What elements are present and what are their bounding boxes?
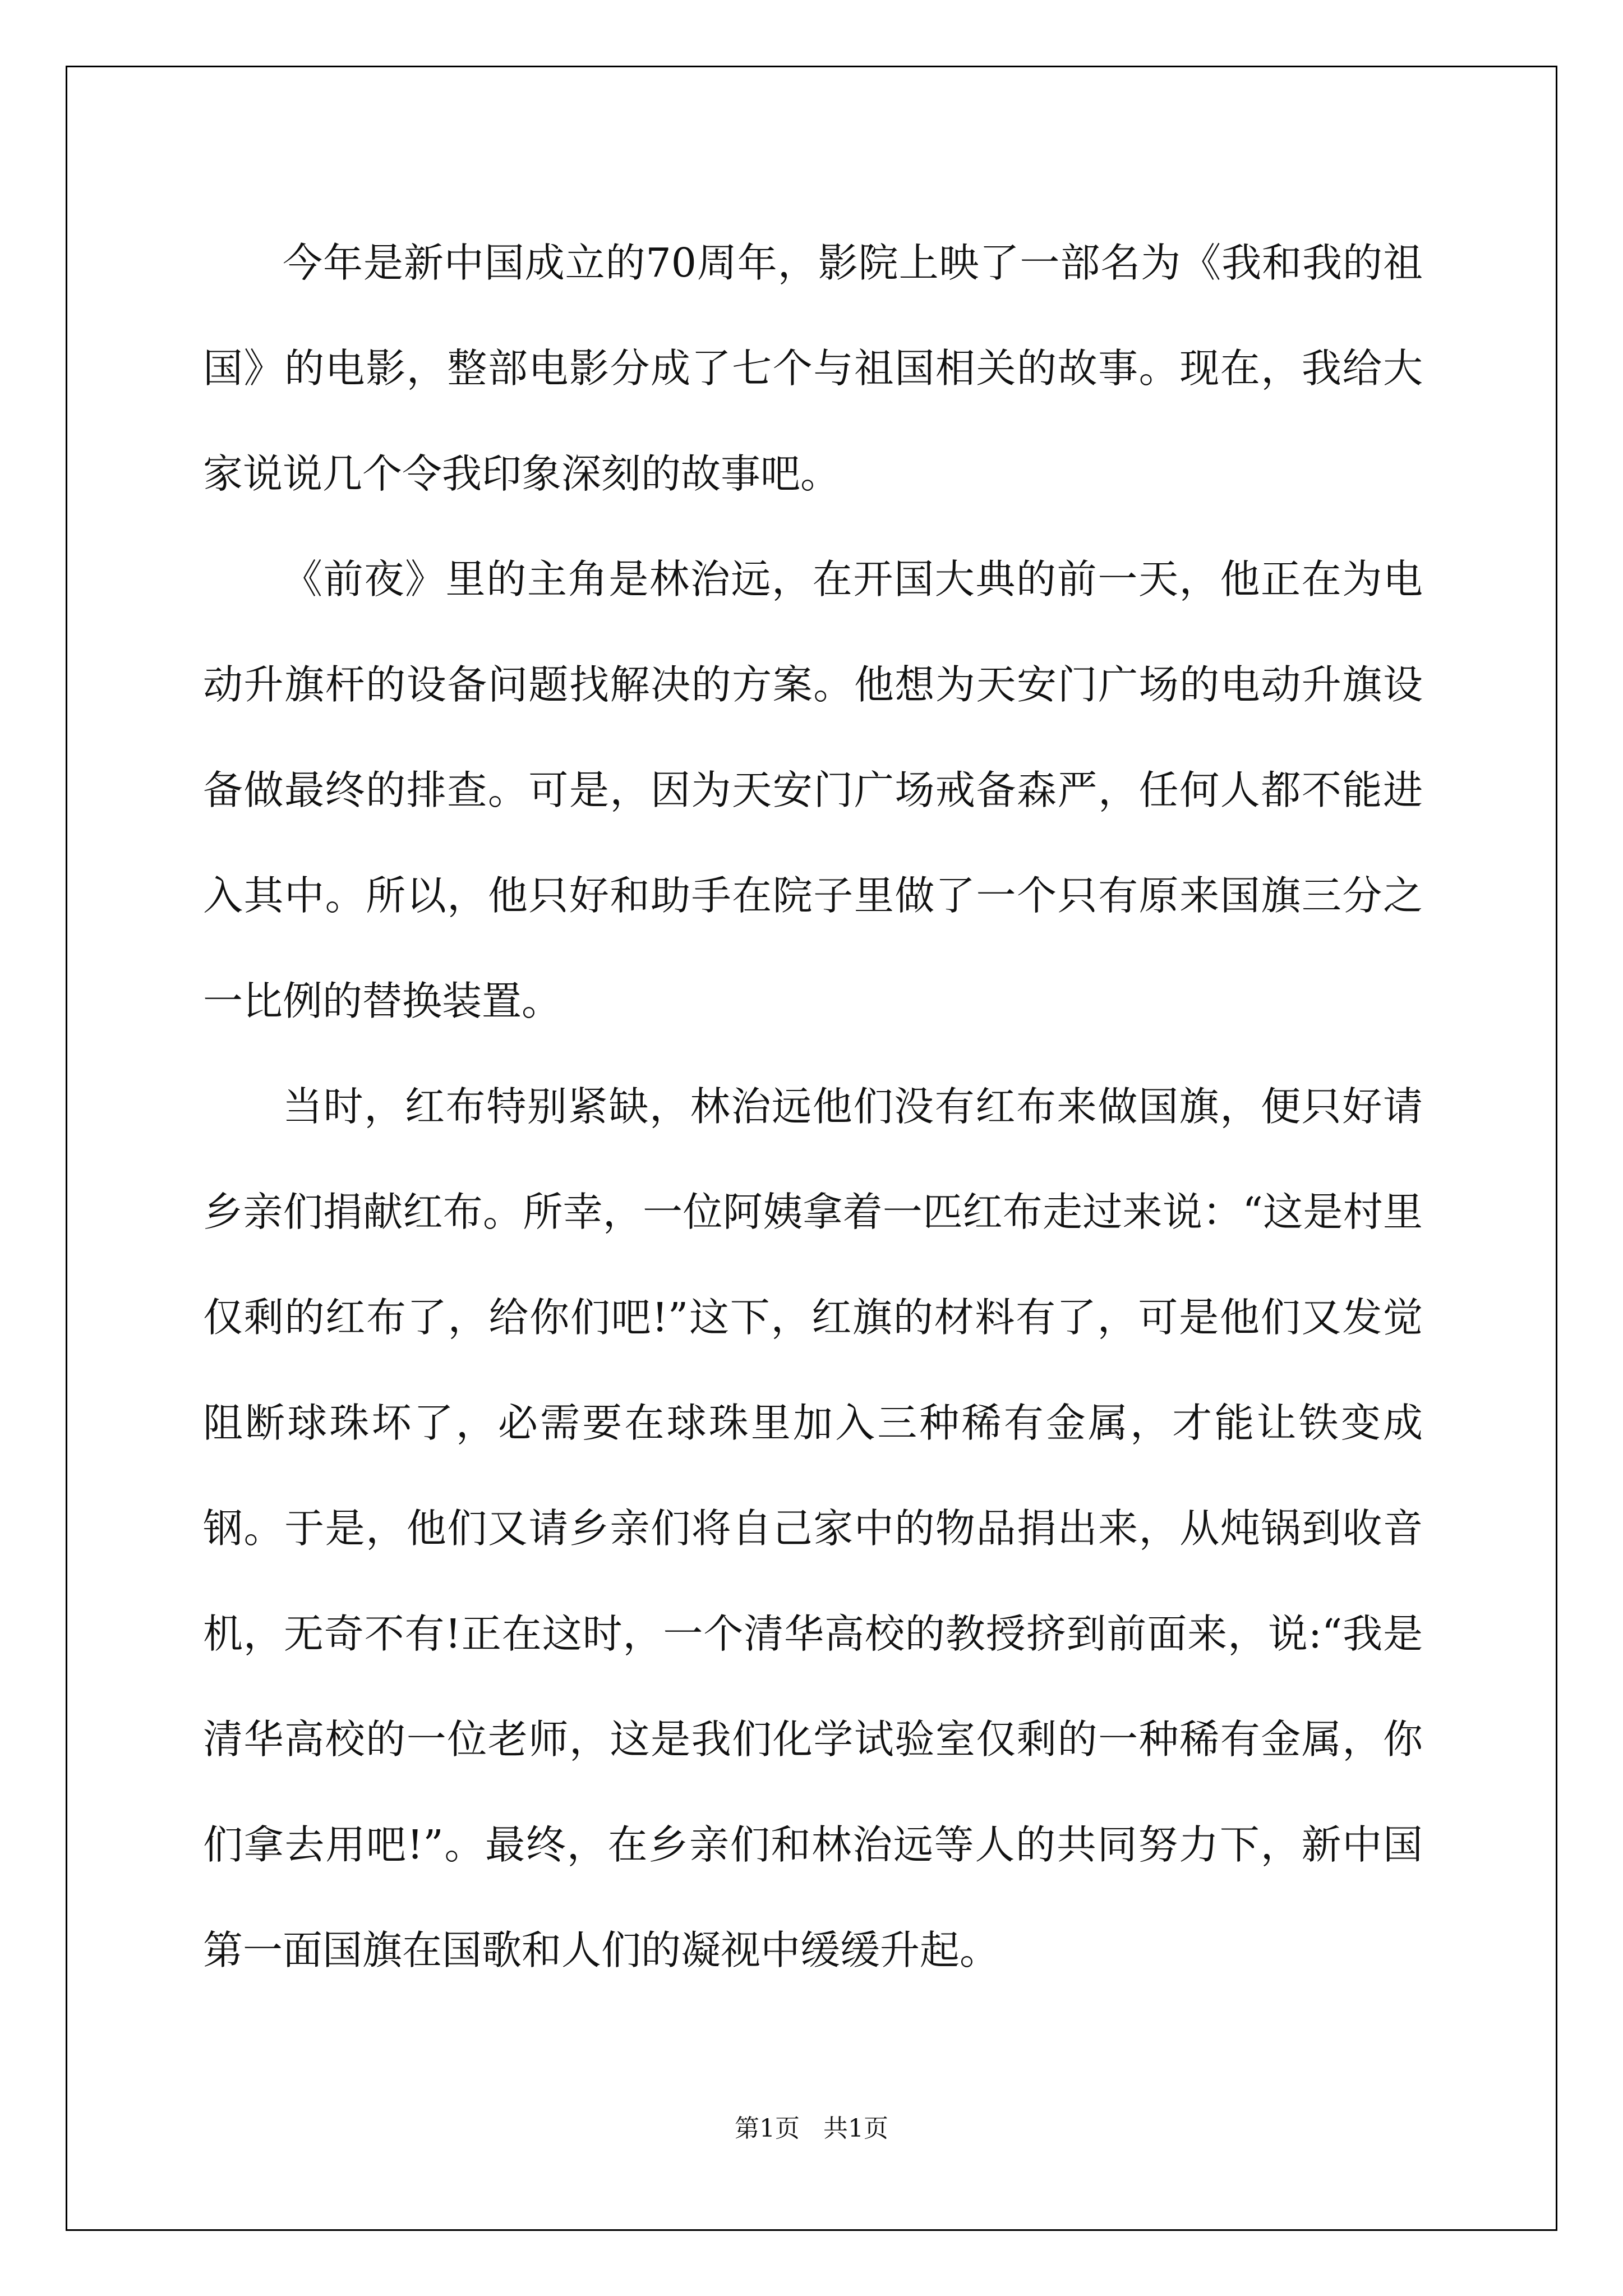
- document-body: [203, 210, 1423, 2003]
- paragraph-2: 《前夜》里的主角是林治远，在开国大典的前一天，他正在为电动升旗杆的设备问题找解决的方案。他想为天安门广场的电动升旗设备做最终的排查。可是，因为天安门广场戒备森严，任何人都不能进入其中。所以，他只好和助手在院子里做了一个只有原来国旗三分之一比例的替换装置。: [203, 556, 1423, 1024]
- paragraph-3: 当时，红布特别紧缺，林治远他们没有红布来做国旗，便只好请乡亲们捐献红布。所幸，一位阿姨拿着一匹红布走过来说：“这是村里仅剩的红布了，给你们吧!”这下，红旗的材料有了，可是他们又发觉阻断球珠坏了，必需要在球珠里加入三种稀有金属，才能让铁变成钢。于是，他们又请乡亲们将自己家中的物品捐出来，从炖锅到收音机，无奇不有!正在这时，一个清华高校的教授挤到前面来，说:“我是清华高校的一位老师，这是我们化学试验室仅剩的一种稀有金属，你们拿去用吧!”。最终，在乡亲们和林治远等人的共同努力下，新中国第一面国旗在国歌和人们的凝视中缓缓升起。: [203, 1083, 1423, 1973]
- paragraph-1: 今年是新中国成立的70周年，影院上映了一部名为《我和我的祖国》的电影，整部电影分成了七个与祖国相关的故事。现在，我给大家说说几个令我印象深刻的故事吧。: [203, 240, 1423, 497]
- page-number-footer: 第1页 共1页: [735, 2114, 888, 2143]
